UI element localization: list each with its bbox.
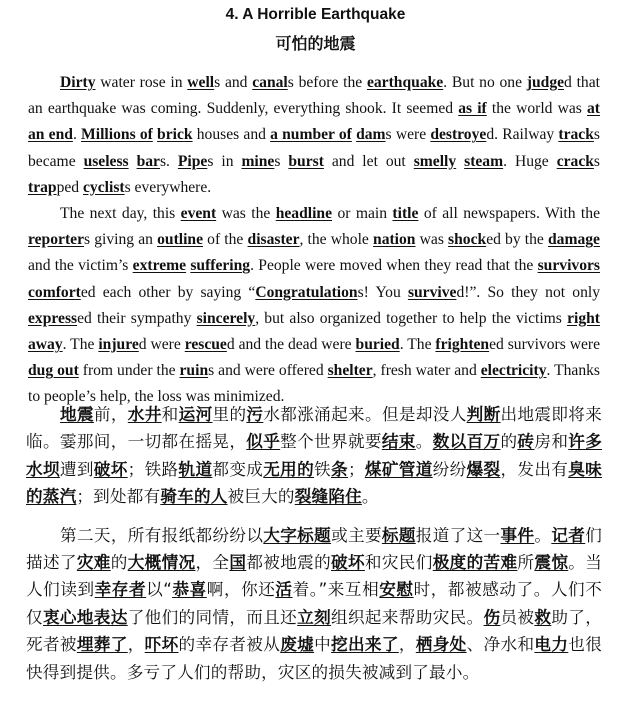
text-segment: . Huge	[503, 152, 557, 170]
vocab-keyword: 吓坏	[144, 635, 179, 655]
vocab-keyword: destroye	[430, 126, 487, 144]
text-segment: ，	[398, 635, 416, 655]
text-segment: 啊，你还	[206, 580, 276, 600]
vocab-keyword: frighten	[435, 336, 490, 354]
text-segment: 房和	[534, 432, 569, 452]
vocab-keyword: 大字标题	[263, 525, 332, 545]
vocab-keyword: 记者	[551, 525, 586, 545]
vocab-keyword: comfort	[28, 283, 81, 301]
english-paragraph	[28, 70, 600, 201]
vocab-keyword: as if	[458, 100, 487, 118]
text-segment: 了他们的同情，而且还	[127, 607, 298, 627]
text-segment: 出地震即将来临。霎那间，一切都在摇晃，	[26, 405, 603, 452]
vocab-keyword: well	[187, 74, 215, 91]
text-segment: the world was	[486, 100, 587, 118]
text-segment: d. Railway	[486, 126, 559, 144]
text-segment: s! You	[357, 283, 408, 301]
vocab-keyword: at an end	[28, 100, 600, 144]
vocab-keyword: 轨道	[178, 459, 213, 479]
text-segment: and let out	[323, 152, 414, 170]
text-segment: 以“	[146, 580, 173, 600]
vocab-keyword: outline	[157, 231, 204, 249]
vocab-keyword: 结束	[381, 432, 416, 452]
vocab-keyword: track	[558, 126, 594, 144]
vocab-keyword: dug out	[28, 362, 79, 380]
text-segment: , but also organized together to help the victims	[255, 309, 568, 327]
vocab-keyword: Pipe	[177, 152, 208, 170]
text-segment: from under the	[78, 362, 180, 380]
vocab-keyword: trap	[28, 178, 57, 196]
vocab-keyword: 灾难	[76, 553, 111, 573]
text-segment: ed by the	[486, 231, 548, 249]
text-segment: 报道了这一	[415, 525, 501, 545]
text-segment: was	[415, 231, 449, 249]
english-title: 4. A Horrible Earthquake	[225, 6, 406, 23]
vocab-keyword: Millions of	[81, 126, 153, 144]
text-segment: was the	[216, 205, 276, 223]
vocab-keyword: injure	[98, 336, 139, 354]
text-segment: 助了，死者被	[26, 607, 603, 655]
vocab-keyword: nation	[373, 231, 416, 249]
text-segment: ，发出有	[500, 459, 569, 479]
vocab-keyword: earthquake	[366, 74, 444, 91]
text-segment: 遭到	[59, 459, 94, 479]
vocab-keyword: smelly	[413, 152, 457, 170]
text-segment: 的	[110, 553, 128, 573]
vocab-keyword: 臭味的蒸汽	[26, 459, 602, 507]
vocab-keyword: reporter	[28, 231, 84, 249]
text-segment: ；铁路	[127, 459, 179, 479]
text-segment: s before the	[287, 74, 367, 91]
vocab-keyword: 衷心地表达	[42, 607, 128, 627]
vocab-keyword: Congratulation	[255, 283, 358, 301]
text-segment: 和灾民们	[364, 553, 433, 573]
text-segment	[129, 153, 137, 170]
text-segment: 纷纷	[432, 459, 467, 479]
text-segment: 的幸存者被从	[178, 635, 281, 655]
vocab-keyword: cyclist	[83, 178, 125, 196]
vocab-keyword: 爆裂	[466, 459, 501, 479]
text-segment: 前，	[93, 405, 128, 424]
vocab-keyword: shelter	[327, 362, 373, 380]
vocab-keyword: title	[392, 205, 419, 223]
vocab-keyword: burst	[288, 152, 324, 170]
vocab-keyword: 数以百万	[432, 432, 501, 452]
text-segment: s became	[28, 126, 600, 170]
vocab-keyword: 水井	[127, 405, 162, 424]
chinese-paragraph	[26, 401, 602, 511]
text-segment: d that an earthquake was coming. Suddenly, everything shook. It seemed	[28, 74, 600, 118]
vocab-keyword: damage	[548, 231, 600, 249]
vocab-keyword: 救	[534, 607, 552, 627]
text-segment: s everywhere.	[124, 178, 212, 196]
text-segment: . People were moved when they read that the	[250, 257, 538, 275]
vocab-keyword: Dirty	[60, 74, 96, 91]
vocab-keyword: disaster	[247, 231, 300, 249]
text-segment: s	[593, 152, 600, 170]
text-segment: 第二天，所有报纸都纷纷以	[60, 525, 264, 545]
vocab-keyword: a number of	[270, 126, 352, 144]
text-segment: water rose in	[95, 74, 188, 91]
text-segment: 。当人们读到	[26, 553, 603, 600]
text-segment: , the whole	[299, 231, 374, 249]
text-segment: 都变成	[212, 459, 264, 479]
text-segment: 里的	[212, 405, 247, 424]
text-segment: 所	[517, 553, 535, 573]
vocab-keyword: 标题	[381, 525, 416, 545]
text-segment: houses and	[192, 126, 271, 144]
vocab-keyword: right away	[28, 309, 600, 354]
text-segment: of all newspapers. With the	[418, 205, 600, 223]
vocab-keyword: 破坏	[331, 553, 365, 573]
vocab-keyword: 挖出来了	[331, 635, 399, 655]
vocab-keyword: steam	[464, 152, 504, 170]
vocab-keyword: suffering	[190, 257, 251, 275]
text-segment: and the victim’s	[28, 257, 133, 275]
vocab-keyword: headline	[275, 205, 333, 223]
text-segment: ，	[127, 635, 145, 655]
text-segment: 和	[161, 405, 179, 424]
text-segment: s in	[207, 152, 242, 170]
vocab-keyword: shock	[448, 231, 487, 249]
vocab-keyword: judge	[526, 74, 565, 91]
text-segment: 都被地震的	[246, 553, 332, 573]
text-segment: 组织起来帮助灾民。	[331, 607, 484, 627]
vocab-keyword: event	[180, 205, 217, 223]
text-segment: d were	[138, 336, 185, 354]
vocab-keyword: 污	[246, 405, 264, 424]
vocab-keyword: 无用的	[263, 459, 315, 479]
vocab-keyword: 极度的苦难	[432, 553, 518, 573]
vocab-keyword: 震惊	[534, 553, 569, 573]
text-segment: ，全	[195, 553, 230, 573]
vocab-keyword: survivors	[537, 257, 600, 275]
vocab-keyword: 似乎	[246, 432, 281, 452]
text-segment: 水都涨涌起来。但是却没人	[263, 405, 467, 424]
text-segment: or main	[332, 205, 393, 223]
text-segment: The next day, this	[60, 205, 181, 223]
vocab-keyword: bar	[136, 152, 160, 170]
chinese-paragraph	[26, 522, 602, 686]
vocab-keyword: mine	[241, 152, 275, 170]
vocab-keyword: 废墟	[280, 635, 315, 655]
text-segment: s	[274, 152, 289, 170]
text-segment: 也很快得到提供。多亏了人们的帮助，灾区的损失被减到了最小。	[26, 635, 603, 682]
text-segment: , fresh water and	[372, 362, 481, 380]
vocab-keyword: dam	[356, 126, 386, 144]
text-segment: 中	[314, 635, 332, 655]
text-segment: .	[72, 126, 82, 144]
vocab-keyword: 煤矿管道	[364, 459, 433, 479]
text-segment: 被巨大的	[227, 487, 295, 507]
text-segment: 员被	[500, 607, 535, 627]
vocab-keyword: 条	[331, 459, 348, 479]
text-segment: 。	[534, 525, 552, 545]
vocab-keyword: 骑车的人	[160, 487, 228, 507]
vocab-keyword: brick	[157, 126, 193, 144]
vocab-keyword: 立刻	[297, 607, 332, 627]
vocab-keyword: 安慰	[379, 580, 414, 600]
text-segment: 整个世界就要	[280, 432, 382, 452]
vocab-keyword: 判断	[466, 405, 501, 424]
vocab-keyword: useless	[83, 152, 129, 170]
text-segment: . Thanks to people’s help, the loss was minimized.	[28, 362, 601, 406]
vocab-keyword: 砖	[517, 432, 535, 452]
vocab-keyword: rescue	[184, 336, 227, 354]
text-segment: ed each other by saying “	[80, 283, 256, 301]
vocab-keyword: 裂缝陷住	[294, 487, 362, 507]
text-segment: 铁	[314, 459, 331, 479]
vocab-keyword: 恭喜	[172, 580, 207, 600]
text-segment: ped	[56, 178, 84, 196]
text-segment: 时，都被感动了。人们不仅	[26, 580, 602, 627]
text-segment: ；	[347, 459, 365, 479]
vocab-keyword: crack	[556, 152, 594, 170]
vocab-keyword: canal	[252, 74, 288, 91]
text-segment: s were	[385, 126, 431, 144]
text-segment: d and the dead were	[226, 336, 356, 354]
vocab-keyword: express	[28, 309, 78, 327]
vocab-keyword: 事件	[500, 525, 535, 545]
text-segment: ed their sympathy	[77, 309, 197, 327]
english-passage	[28, 70, 600, 411]
text-segment: of the	[203, 231, 248, 249]
text-segment: s giving an	[84, 231, 158, 249]
text-segment: 着。”来互相	[292, 580, 380, 600]
text-segment: 们描述了	[26, 525, 603, 573]
text-segment: ed survivors were	[489, 336, 600, 354]
vocab-keyword: 许多水坝	[26, 432, 603, 479]
text-segment: 的	[500, 432, 518, 452]
vocab-keyword: 大概情况	[127, 553, 196, 573]
text-segment: s and were offered	[208, 362, 328, 380]
text-segment: 。	[415, 432, 433, 452]
vocab-keyword: electricity	[480, 362, 547, 380]
vocab-keyword: 破坏	[93, 459, 128, 479]
text-segment: . The	[399, 336, 436, 354]
text-segment	[456, 153, 464, 170]
text-segment: d!”. So they not only	[456, 283, 600, 301]
vocab-keyword: 电力	[534, 635, 569, 655]
vocab-keyword: 活	[275, 580, 293, 600]
text-segment: s.	[159, 152, 178, 170]
text-segment: ；到处都有	[76, 487, 161, 507]
vocab-keyword: 栖身处	[415, 635, 467, 655]
vocab-keyword: 国	[229, 553, 247, 573]
vocab-keyword: 地震	[60, 405, 94, 424]
vocab-keyword: 埋葬了	[76, 635, 128, 655]
text-segment: s and	[214, 74, 253, 91]
english-paragraph	[28, 201, 600, 411]
vocab-keyword: sincerely	[196, 309, 256, 327]
vocab-keyword: 运河	[178, 405, 213, 424]
text-segment: . But no one	[443, 74, 527, 91]
vocab-keyword: buried	[355, 336, 400, 354]
text-segment: . The	[62, 336, 99, 354]
chinese-passage	[26, 401, 602, 686]
text-segment: 或主要	[331, 525, 382, 545]
vocab-keyword: 伤	[483, 607, 501, 627]
text-segment: 。	[361, 487, 379, 507]
chinese-title: 可怕的地震	[275, 34, 356, 53]
vocab-keyword: extreme	[132, 257, 187, 275]
text-segment: 、净水和	[466, 635, 535, 655]
vocab-keyword: survive	[407, 283, 457, 301]
vocab-keyword: 幸存者	[94, 580, 147, 600]
vocab-keyword: ruin	[179, 362, 209, 380]
